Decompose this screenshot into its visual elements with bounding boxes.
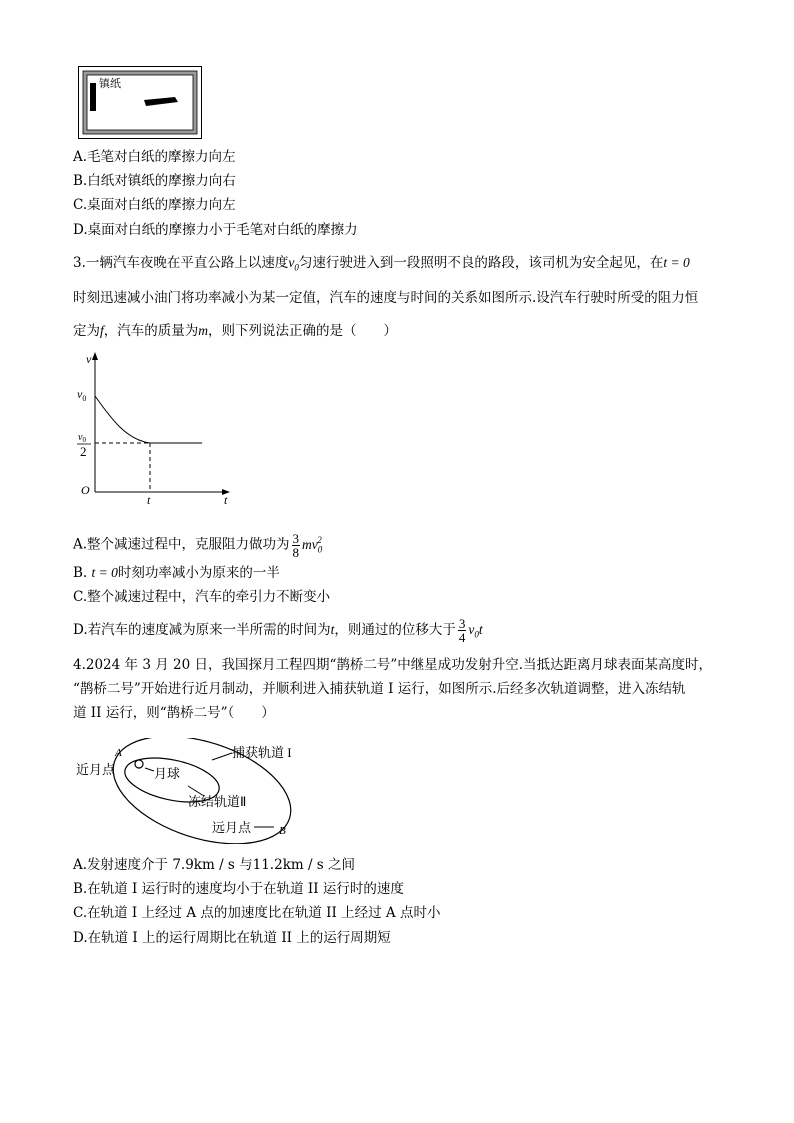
paperweight-label: 镇纸 [99, 78, 121, 90]
q2-option-a: A.毛笔对白纸的摩擦力向左 [73, 149, 236, 165]
q2-option-c: C.桌面对白纸的摩擦力向左 [73, 197, 236, 213]
v-axis-label: v [86, 352, 92, 366]
v-axis-arrow [92, 352, 98, 360]
moon-label: 月球 [154, 766, 181, 781]
capture-label-leader [212, 753, 232, 760]
q3-stem-line2: 时刻迅速减小油门将功率减小为某一定值，汽车的速度与时间的关系如图所示.设汽车行驶时所受的阻力恒 [73, 290, 699, 306]
capture-orbit-label: 捕获轨道 I [232, 745, 292, 760]
q4-stem-line3: 道 II 运行，则“鹊桥二号”（ ） [73, 705, 275, 721]
origin-label: O [81, 483, 90, 497]
v0-tick-label: $v_0$ [77, 387, 87, 403]
q3-stem-line1: 3.一辆汽车夜晚在平直公路上以速度$v_0$匀速行驶进入到一段照明不良的路段，该司机为安全起见，在t = 0 [73, 255, 690, 273]
paperweight-diagram [78, 66, 202, 139]
q3-option-c: C.整个减速过程中，汽车的牵引力不断变小 [73, 589, 331, 605]
q3-option-b: B. t = 0时刻功率减小为原来的一半 [73, 565, 280, 581]
q3-option-d: D.若汽车的速度减为原来一半所需的时间为t，则通过的位移大于 $\frac{3}{4}$ $v_0t$ [73, 616, 483, 645]
q4-option-c: C.在轨道 I 上经过 A 点的加速度比在轨道 II 上经过 A 点时小 [73, 905, 441, 921]
half-v0-denominator: 2 [80, 444, 87, 459]
q4-option-d: D.在轨道 I 上的运行周期比在轨道 II 上的运行周期短 [73, 930, 391, 946]
orbit-figure [74, 738, 302, 844]
paperweight-bar [90, 83, 96, 111]
v0-symbol: $v_0$ [288, 255, 299, 273]
q4-option-b: B.在轨道 I 运行时的速度均小于在轨道 II 运行时的速度 [73, 881, 404, 897]
q2-option-b: B.白纸对镇纸的摩擦力向右 [73, 173, 236, 189]
q4-stem-line2: “鹊桥二号”开始进行近月制动，并顺利进入捕获轨道 I 运行，如图所示.后经多次轨道调整，进入冻结轨 [73, 681, 686, 697]
q2-option-d: D.桌面对白纸的摩擦力小于毛笔对白纸的摩擦力 [73, 222, 358, 238]
q3-option-a: A.整个减速过程中，克服阻力做功为 $\frac{3}{8}$ $mv_0^2$ [73, 530, 323, 560]
moon-label-leader [145, 768, 154, 771]
frozen-orbit-label: 冻结轨道Ⅱ [188, 794, 247, 809]
q4-option-a: A.发射速度介于 7.9km / s 与11.2km / s 之间 [73, 857, 356, 873]
t-tick-label: t [147, 493, 151, 507]
velocity-time-graph [72, 350, 237, 508]
point-b-label: B [279, 825, 286, 837]
perilune-label: 近月点 [76, 762, 116, 777]
apolune-label: 远月点 [212, 820, 252, 835]
half-v0-numerator: $v_0$ [78, 432, 86, 444]
moon-marker [135, 760, 143, 768]
point-a-label: A [115, 747, 122, 759]
t-axis-label: t [224, 493, 228, 507]
q3-stem-line3: 定为f，汽车的质量为m，则下列说法正确的是（ ） [73, 323, 398, 339]
q4-stem-line1: 4.2024 年 3 月 20 日，我国探月工程四期“鹊桥二号”中继星成功发射升空.当抵达距离月球表面某高度时， [73, 657, 713, 673]
velocity-curve [95, 396, 150, 443]
paperweight-figure [78, 66, 202, 139]
